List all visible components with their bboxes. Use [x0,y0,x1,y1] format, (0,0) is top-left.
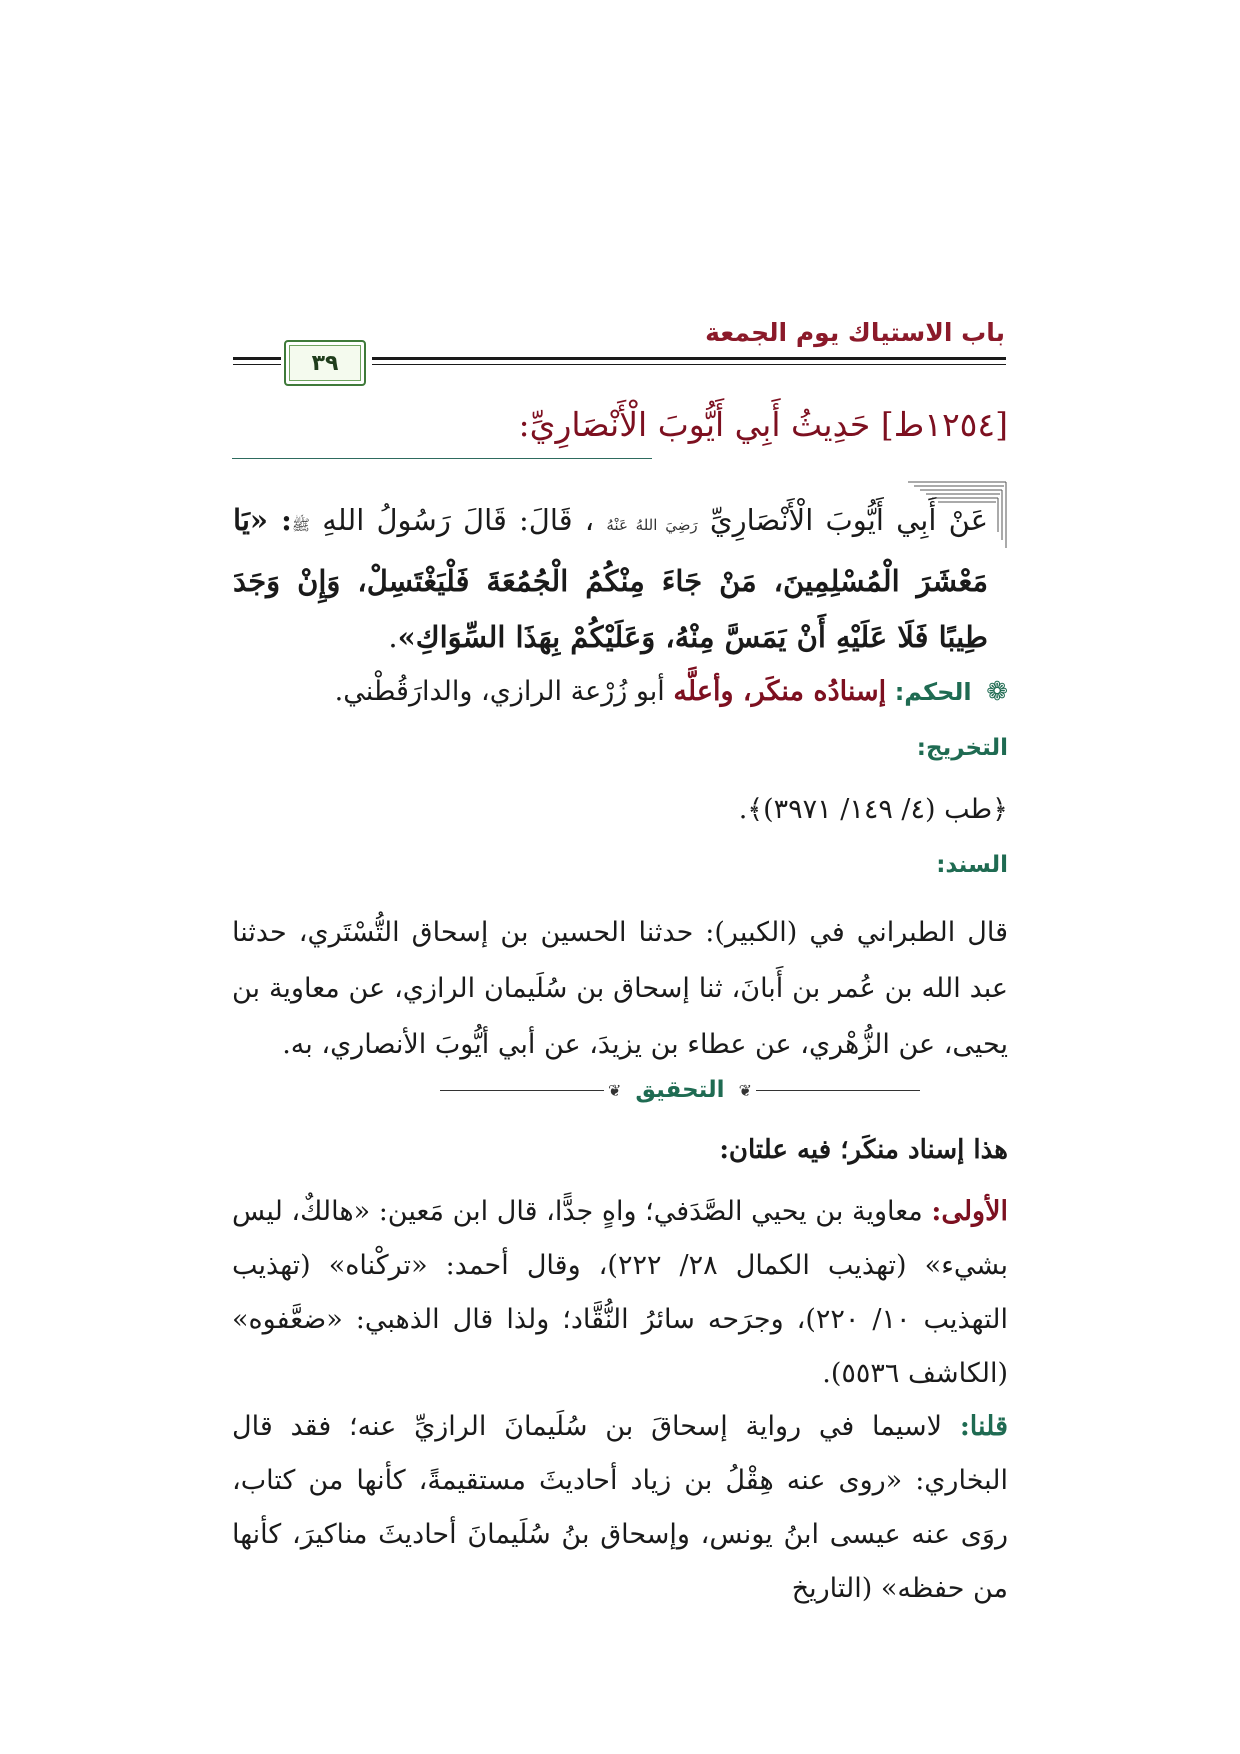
hadith-text [233,492,988,665]
prophet-honorific: ﷺ [291,516,310,534]
divider-line [440,1090,604,1091]
chapter-title: باب الاستياك يوم الجمعة [705,318,1005,347]
ornament-icon: ❦ [608,1080,622,1100]
flower-icon: ❁ [986,677,1008,707]
qulna-paragraph [232,1400,1008,1616]
ruling-paragraph [232,668,1008,716]
ruling-label: الحكم: [894,678,972,706]
takhrij-heading: التخريج: [916,735,1008,761]
page-number-badge [284,340,366,386]
illa-heading: هذا إسناد منكَر؛ فيه علتان: [719,1135,1008,1165]
ornament-icon: ❦ [738,1080,752,1100]
tahqiq-divider [440,1075,920,1105]
tahqiq-label: التحقيق [635,1077,725,1103]
sanad-text: قال الطبراني في (الكبير): حدثنا الحسين بن إسحاق التُّسْتَري، حدثنا عبد الله بن عُمر بن أَبانَ، ثنا إسحاق بن سُلَيمان الرازي، عن معاوية بن يحيى، عن الزُّهْري، عن عطاء بن يزيدَ، عن أبي أيُّوبَ الأنصاري، به. [232,917,1008,1060]
hadith-matn: : «يَا مَعْشَرَ الْمُسْلِمِينَ، مَنْ جَاءَ مِنْكُمُ الْجُمُعَةَ فَلْيَغْتَسِلْ، وَإِنْ وَجَدَ طِيبًا فَلَا عَلَيْهِ أَنْ يَمَسَّ مِنْهُ، وَعَلَيْكُمْ بِهَذَا السِّوَاكِ» [233,503,988,654]
sanad-heading: السند: [936,852,1008,878]
divider-line [756,1090,920,1091]
ruling-verdict: إسنادُه منكَر، وأعلَّه [673,676,887,707]
takhrij-text: ﴿طب (٤/ ١٤٩/ ٣٩٧١)﴾. [738,794,1008,825]
first-illa-text: معاوية بن يحيي الصَّدَفي؛ واهٍ جدًّا، قال ابن مَعين: «هالكٌ، ليس بشيء» (تهذيب الكمال ٢٨/ ٢٢٢)، وقال أحمد: «تركْناه» (تهذيب التهذيب ١٠/ ٢٢٠)، وجرَحه سائرُ النُّقَّاد؛ ولذا قال الذهبي: «ضعَّفوه» (الكاشف ٥٥٣٦). [232,1196,1009,1389]
hadith-intro: عَنْ أَبِي أَيُّوبَ الْأَنْصَارِيِّ [709,503,989,537]
qulna-lead: قلنا: [959,1411,1008,1442]
first-illa-lead: الأولى: [931,1196,1008,1227]
hadith-box [234,480,1008,696]
ruling-rest: أبو زُرْعة الرازي، والدارَقُطْني. [334,676,665,707]
hadith-said: ، قَالَ: قَالَ رَسُولُ اللهِ [322,503,595,537]
page-number: ٣٩ [311,350,339,376]
first-illa-paragraph [232,1185,1008,1401]
hadith-heading: [١٢٥٤ط] حَدِيثُ أَبِي أَيُّوبَ الْأَنْصَارِيِّ: [518,405,1008,444]
heading-underline [232,458,652,459]
qulna-text: لاسيما في رواية إسحاقَ بن سُلَيمانَ الرازيِّ عنه؛ فقد قال البخاري: «روى عنه هِقْلُ بن زياد أحاديثَ مستقيمةً، كأنها من كتاب، روَى عنه عيسى ابنُ يونس، وإسحاق بنُ سُلَيمانَ أحاديثَ مناكيرَ، كأنها من حفظه» (التاريخ [232,1411,1008,1604]
companion-honorific: رَضِيَ اللهُ عَنْهُ [606,516,698,534]
header-rule-left [233,357,281,360]
header-rule-left-thin [233,364,281,365]
header-rule-thin [372,364,1006,365]
hadith-end: . [388,620,398,654]
header-rule [372,357,1006,360]
